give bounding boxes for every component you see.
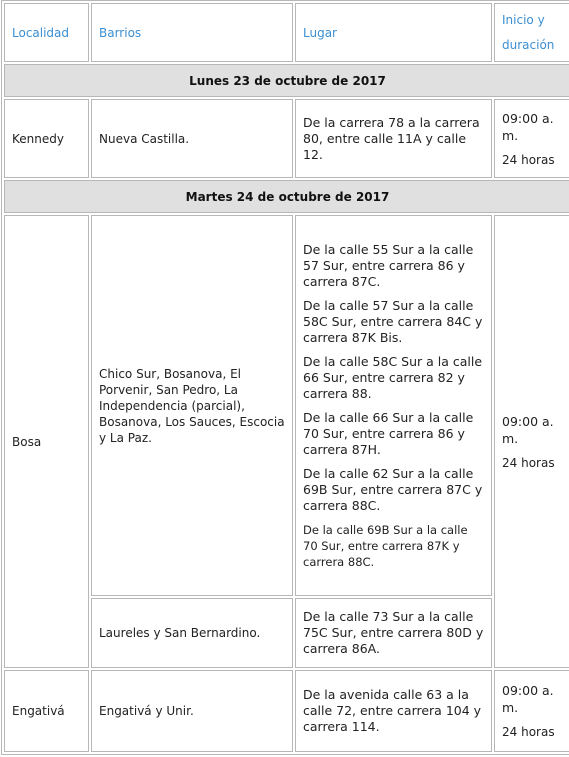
duration: 24 horas <box>502 152 555 167</box>
header-lugar: Lugar <box>295 3 492 62</box>
day-row <box>4 64 569 97</box>
start-time: 09:00 a. m. <box>502 413 554 446</box>
cell-inicio <box>494 99 569 178</box>
cell-barrios: Chico Sur, Bosanova, El Porvenir, San Pedro, La Independencia (parcial), Bosanova, Los Sauces, Escocia y La Paz. <box>91 215 293 596</box>
cell-lugar <box>295 99 492 178</box>
lugar-item: De la calle 69B Sur a la calle 70 Sur, entre carrera 87K y carrera 88C. <box>303 522 468 569</box>
cell-localidad: Kennedy <box>4 99 89 178</box>
lugar-item: De la calle 62 Sur a la calle 69B Sur, entre carrera 87C y carrera 88C. <box>303 465 483 513</box>
table-row <box>4 670 569 752</box>
table-row <box>4 215 569 596</box>
schedule-table <box>1 0 569 755</box>
start-time: 09:00 a. m. <box>502 110 554 143</box>
lugar-item: De la calle 57 Sur a la calle 58C Sur, entre carrera 84C y carrera 87K Bis. <box>303 297 483 345</box>
lugar-item: De la carrera 78 a la carrera 80, entre calle 11A y calle 12. <box>303 114 480 162</box>
cell-lugar <box>295 215 492 596</box>
cell-lugar <box>295 670 492 752</box>
cell-inicio <box>494 670 569 752</box>
day-row <box>4 180 569 213</box>
lugar-item: De la calle 66 Sur a la calle 70 Sur, entre carrera 86 y carrera 87H. <box>303 409 474 457</box>
cell-barrios: Engativá y Unir. <box>91 670 293 752</box>
lugar-item: De la avenida calle 63 a la calle 72, entre carrera 104 y carrera 114. <box>303 687 482 734</box>
day-title: Lunes 23 de octubre de 2017 <box>4 64 569 97</box>
header-localidad: Localidad <box>4 3 89 62</box>
header-inicio-line2: duración <box>502 37 555 52</box>
header-inicio <box>494 3 569 62</box>
header-inicio-line1: Inicio y <box>502 12 545 27</box>
lugar-item: De la calle 58C Sur a la calle 66 Sur, entre carrera 82 y carrera 88. <box>303 353 483 401</box>
lugar-item: De la calle 55 Sur a la calle 57 Sur, entre carrera 86 y carrera 87C. <box>303 241 474 289</box>
header-barrios: Barrios <box>91 3 293 62</box>
start-time: 09:00 a. m. <box>502 683 554 715</box>
cell-localidad: Engativá <box>4 670 89 752</box>
cell-lugar <box>295 598 492 668</box>
cell-inicio <box>494 215 569 668</box>
duration: 24 horas <box>502 725 555 739</box>
cell-barrios: Nueva Castilla. <box>91 99 293 178</box>
table-row <box>4 99 569 178</box>
duration: 24 horas <box>502 455 555 470</box>
cell-localidad: Bosa <box>4 215 89 668</box>
header-row <box>4 3 569 62</box>
day-title: Martes 24 de octubre de 2017 <box>4 180 569 213</box>
cell-barrios: Laureles y San Bernardino. <box>91 598 293 668</box>
lugar-item: De la calle 73 Sur a la calle 75C Sur, entre carrera 80D y carrera 86A. <box>303 609 484 656</box>
